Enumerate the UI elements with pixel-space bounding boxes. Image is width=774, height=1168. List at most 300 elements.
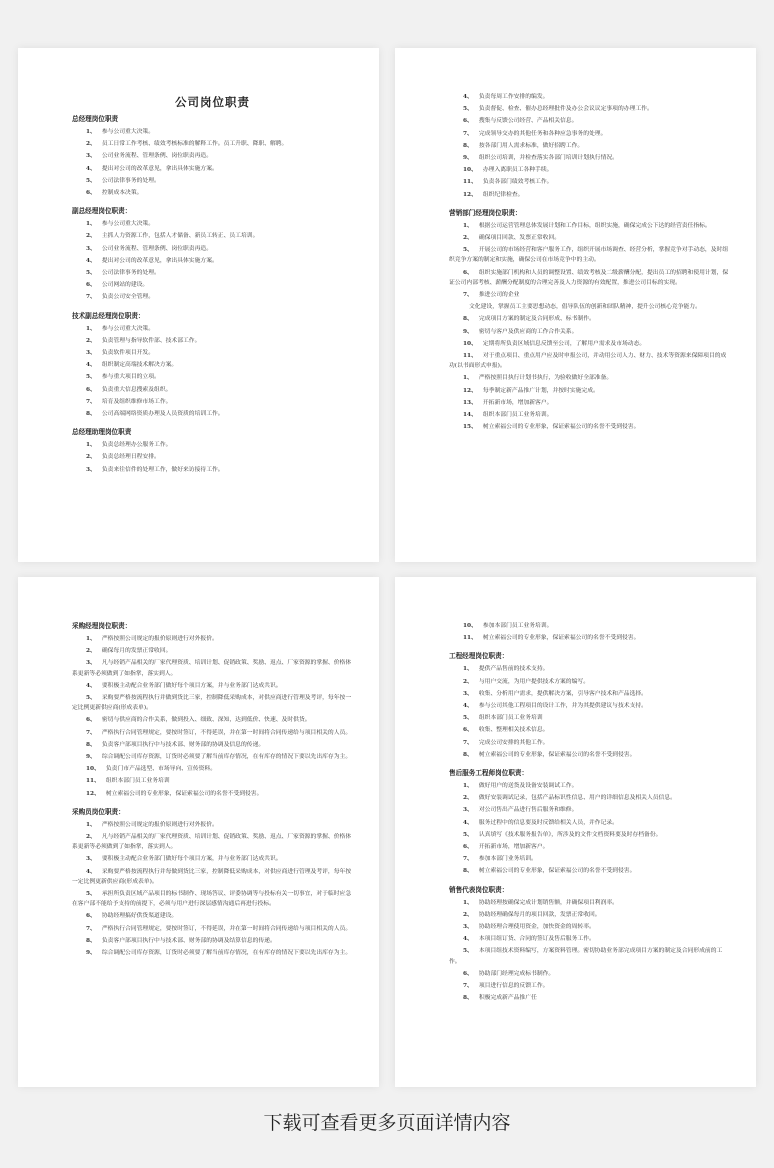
item-number: 11、 [463, 353, 477, 360]
item-text: 公司网站的建设。 [101, 282, 149, 289]
item-text: 完成公司安排的其他工作。 [478, 739, 549, 746]
item-text: 严格执行合同管理规定，要按时签订，不得延误，并在第一时间将合同传递给与项目相关的人员。 [101, 925, 352, 932]
item-number: 6、 [463, 970, 473, 977]
item-text: 树立索福公司的专业形象，保证索福公司的名誉不受到侵害。 [478, 751, 636, 758]
page-4-sections [449, 621, 730, 1003]
item-number: 8、 [463, 995, 473, 1002]
item-text: 严格按照目执行计划书执行，为验收做好全部准备。 [478, 375, 613, 382]
item-text: 负责公司安全管理。 [101, 294, 155, 301]
list-item [449, 981, 730, 991]
list-item [72, 776, 353, 786]
item-number: 5、 [86, 270, 96, 277]
item-number: 1、 [86, 442, 96, 449]
list-item [72, 715, 353, 725]
list-item [72, 911, 353, 921]
item-text: 公司法律事务的处理。 [101, 177, 160, 184]
item-text: 负责来往信件的处理工作，做好来访接待工作。 [101, 466, 224, 473]
item-text: 综合调配公司库存资源，订货时必须要了解当前库存情况，在有库存的情况下要以先出库存为主。 [101, 950, 352, 957]
item-text: 组织本部门员工业务培训。 [482, 412, 553, 419]
item-number: 8、 [463, 316, 473, 323]
list-item [449, 830, 730, 840]
item-number: 3、 [86, 245, 96, 252]
item-number: 6、 [463, 118, 473, 125]
list-item [72, 936, 353, 946]
item-number: 8、 [86, 741, 96, 748]
item-text: 认真填写《技术服务报告单》，所涉及的文件文档资料要及时存档备份。 [478, 831, 662, 838]
item-number: 6、 [463, 269, 473, 276]
list-item [72, 292, 353, 302]
list-item [449, 805, 730, 815]
item-number: 2、 [86, 141, 96, 148]
item-text: 公司业务流程、管理条例、岗位职责再造。 [101, 153, 212, 160]
item-number: 5、 [463, 715, 473, 722]
list-item [449, 621, 730, 631]
item-number: 11、 [463, 179, 477, 186]
list-item [72, 728, 353, 738]
item-text: 每季制定新产品推广计划，并按时实施完成。 [482, 387, 599, 394]
item-number: 4、 [463, 94, 473, 100]
item-number: 4、 [86, 165, 96, 172]
list-item [449, 339, 730, 349]
list-item [449, 898, 730, 908]
list-item [449, 818, 730, 828]
section-heading: 售后服务工程师岗位职责： [449, 769, 529, 778]
item-number: 3、 [463, 807, 473, 814]
list-item [72, 188, 353, 198]
list-item [72, 256, 353, 266]
item-text: 负责总经理办公服务工作。 [101, 442, 172, 449]
item-text: 凡与经销产品相关的厂家代理资质、培训计划、促销政策、奖励、返点、厂家资源的掌握、价格体系更新等必须做到了如指掌，落实到人。 [72, 660, 352, 677]
item-text: 承担所负责区域产品项目的标书制作、现场答议、评委协调等与投标有关一切事宜，对于临时应急在客户部不能给予支持的前提下，必须与用户进行深层感情沟通后再进行投标。 [72, 891, 352, 908]
list-item [449, 290, 730, 300]
list-item [449, 934, 730, 944]
list-item [449, 910, 730, 920]
section-heading: 技术副总经理岗位职责： [72, 311, 145, 320]
item-number: 6、 [86, 282, 96, 289]
list-item [72, 646, 353, 656]
list-item [72, 280, 353, 290]
item-number: 2、 [86, 233, 96, 240]
item-number: 5、 [463, 106, 473, 113]
list-item [449, 664, 730, 674]
item-text: 严格按照公司规定的报价原则进行对外报价。 [101, 821, 218, 828]
item-number: 8、 [463, 868, 473, 875]
item-text: 树立索福公司的专业形象，保证索福公司的名誉不受到侵害。 [482, 424, 640, 431]
item-number: 1、 [463, 899, 473, 906]
list-item [72, 465, 353, 475]
section-heading: 工程经理岗位职责： [449, 652, 509, 661]
list-item [449, 245, 730, 265]
item-text: 组织本部门员工业务培训 [478, 715, 543, 722]
list-item [72, 440, 353, 450]
item-text: 完成领导交办的其他任务和各种应急事务的处理。 [478, 130, 607, 137]
list-item [72, 693, 353, 713]
item-number: 6、 [463, 727, 473, 734]
item-number: 2、 [463, 235, 473, 242]
list-item [72, 268, 353, 278]
item-number: 3、 [86, 856, 96, 863]
list-item [72, 948, 353, 958]
item-text: 树立索福公司的专业形象，保证索福公司的名誉不受到侵害。 [105, 790, 263, 797]
item-number: 2、 [86, 648, 96, 655]
item-text: 参加本部门业务培训。 [478, 856, 537, 863]
item-text: 组织制定高端技术解决方案。 [101, 362, 178, 369]
item-text: 主抓人力资源工作，包括人才储备、新员工转正、员工培训。 [101, 233, 259, 240]
page-3-sections [72, 621, 353, 958]
item-text: 做好用户的送货及设备安装调试工作。 [478, 783, 578, 790]
item-text: 参加本部门员工业务培训。 [482, 623, 553, 629]
item-text: 开展公司的市场经营和客户服务工作，组织开展市场调查、经营分析，掌握竞争对手动态，及时组织竞争方案的制定和实施，确保公司在市场竞争中的主动。 [449, 247, 729, 264]
list-item [72, 127, 353, 137]
item-text: 树立索福公司的专业形象，保证索福公司的名誉不受到侵害。 [482, 635, 640, 642]
item-number: 7、 [463, 983, 473, 990]
page-title: 公司岗位职责 [175, 95, 250, 109]
item-text: 负责各部门绩效考核工作。 [482, 179, 553, 186]
list-item [72, 658, 353, 678]
item-number: 10、 [463, 623, 477, 629]
item-text: 公司法律事务的处理。 [101, 270, 160, 277]
list-item [449, 302, 730, 312]
item-text: 参与公司其他工程项目的设计工作，并为其提供建议与技术支持。 [478, 703, 647, 710]
item-number: 7、 [463, 856, 473, 863]
item-number: 1、 [463, 783, 473, 790]
list-item [449, 842, 730, 852]
list-item [449, 993, 730, 1003]
section-heading: 副总经理岗位职责： [72, 207, 132, 216]
item-text: 服务过程中的信息要及时反馈给相关人员，并作记录。 [478, 819, 618, 826]
item-text: 完成项目方案的制定及合同形成、标书制作。 [478, 316, 595, 323]
list-item [449, 141, 730, 151]
item-text: 组织公司培训，并检查落实各部门培训计划执行情况。 [478, 155, 618, 162]
item-text: 对于重点项目、重点用户应及时申报公司，并动用公司人力、财力、技术等资源来保障项目的成功(以书面形式申报)。 [449, 353, 727, 370]
item-number: 11、 [86, 778, 100, 785]
section-heading: 总经理岗位职责 [72, 115, 119, 123]
list-item [72, 372, 353, 382]
list-item [72, 867, 353, 887]
list-item [72, 452, 353, 462]
item-number: 9、 [86, 950, 96, 957]
item-number: 6、 [86, 913, 96, 920]
item-text: 确保项目回款、发票正常收回。 [478, 235, 561, 242]
item-number: 2、 [86, 834, 96, 841]
item-number: 4、 [86, 362, 96, 369]
item-number: 7、 [86, 294, 96, 301]
list-item [72, 832, 353, 852]
item-text: 负责门市产品选型、市场导向、宣传资料。 [105, 766, 217, 773]
list-item [72, 176, 353, 186]
list-item [449, 116, 730, 126]
item-number: 3、 [463, 690, 473, 697]
list-item [449, 104, 730, 114]
item-number: 9、 [463, 155, 473, 162]
item-number: 15、 [463, 424, 477, 431]
list-item [449, 422, 730, 432]
item-text: 参与公司重大决策。 [101, 129, 155, 135]
list-item [449, 969, 730, 979]
item-number: 1、 [86, 129, 96, 135]
list-item [72, 397, 353, 407]
item-text: 按各部门用人需求标准，做好招聘工作。 [478, 142, 584, 149]
item-text: 负责每周工作安排的编发。 [478, 94, 549, 100]
list-item [72, 924, 353, 934]
list-item [449, 398, 730, 408]
item-number: 1、 [463, 666, 473, 673]
list-item [449, 373, 730, 383]
item-text: 控制成本决策。 [101, 190, 143, 197]
list-item [449, 738, 730, 748]
item-number: 7、 [86, 729, 96, 736]
download-more-caption[interactable]: 下载可查看更多页面详情内容 [263, 1112, 511, 1134]
item-number: 12、 [463, 191, 477, 198]
item-number: 8、 [463, 142, 473, 149]
item-number: 4、 [463, 819, 473, 826]
document-page-4 [395, 577, 756, 1087]
item-number: 11、 [463, 635, 477, 642]
list-item [72, 789, 353, 799]
list-item [72, 219, 353, 229]
item-number: 12、 [463, 387, 477, 394]
item-text: 培育及组织维修市场工作。 [101, 398, 172, 405]
item-number: 3、 [86, 660, 96, 667]
item-number: 13、 [463, 399, 477, 406]
item-number: 6、 [463, 844, 473, 851]
item-number: 6、 [86, 386, 96, 393]
list-item [449, 725, 730, 735]
item-text: 搜集与反馈公司经营、产品相关信息。 [478, 118, 578, 125]
list-item [449, 177, 730, 187]
list-item [72, 752, 353, 762]
item-text: 协助经理确保每月的项目回款，发票正常收回。 [478, 911, 601, 918]
item-number: 7、 [86, 925, 96, 932]
list-item [449, 689, 730, 699]
item-number: 8、 [86, 411, 96, 418]
list-item [449, 386, 730, 396]
item-number: 10、 [463, 340, 477, 347]
item-number: 4、 [463, 936, 473, 943]
item-text: 要积极主动配合业务部门做好每个项目方案，并与业务部门达成共识。 [101, 856, 282, 863]
list-item [72, 854, 353, 864]
item-number: 5、 [86, 374, 96, 381]
document-page-3 [18, 577, 379, 1087]
item-text: 提出对公司的改革意见，拿出具体实施方案。 [101, 257, 218, 264]
item-number: 5、 [86, 177, 96, 184]
item-number: 7、 [463, 292, 473, 299]
document-page-1 [18, 48, 379, 562]
item-number: 4、 [463, 703, 473, 710]
item-text: 树立索福公司的专业形象，保证索福公司的名誉不受到侵害。 [478, 868, 636, 875]
item-number: 2、 [463, 911, 473, 918]
item-number: 12、 [86, 790, 100, 797]
list-item [72, 681, 353, 691]
list-item [72, 820, 353, 830]
list-item [449, 410, 730, 420]
list-item [449, 701, 730, 711]
item-text: 协助经理合理使用资金，加快资金的周转率。 [478, 924, 595, 931]
list-item [72, 634, 353, 644]
list-item [72, 244, 353, 254]
item-number: 5、 [86, 695, 96, 702]
item-text: 公司高端网络资质办理及人员资质的培训工作。 [101, 411, 224, 418]
item-number: 8、 [86, 937, 96, 944]
section-heading: 采购员岗位职责： [72, 807, 125, 816]
list-item [72, 409, 353, 419]
item-text: 做好安装调试记录，包括产品标识性信息、用户的详细信息及相关人员信息。 [478, 795, 676, 802]
item-text: 协助部门经理完成标书制作。 [478, 970, 555, 977]
item-text: 组织实施部门机构和人员的调整设置、绩效考核及二级薪酬分配，提出员工的招聘和使用计划，保证公司内部考核、薪酬分配制度的合理完善及人力资源的有效配置，推进公司目标的实现。 [449, 269, 729, 286]
page-2-sections [449, 92, 730, 432]
item-number: 1、 [463, 222, 473, 229]
item-text: 采购要严格按流程执行并每做到货比三家，控制降低采购成本，对供应商进行管理及考评，每年按一定比例更新供应商(形成表单)。 [72, 868, 352, 885]
item-text: 采购要严格按流程执行并做到货比三家，控制降低采购成本，对供应商进行管理及考评，每年按一定比例更新供应商(形成表单)。 [72, 695, 352, 712]
item-text: 负责客户部项目执行中与技术部、财务部的协调及信息的传递。 [101, 741, 265, 748]
item-text: 与用户交流，为用户提供技术方案的编写。 [478, 678, 589, 685]
item-text: 综合调配公司库存资源，订货时必须要了解当前库存情况，在有库存的情况下要以先出库存为主。 [101, 754, 352, 761]
item-number: 7、 [463, 130, 473, 137]
list-item [449, 351, 730, 371]
item-text: 项目进行信息的反馈工作。 [478, 983, 549, 990]
item-number: 4、 [86, 682, 96, 689]
item-number: 9、 [86, 754, 96, 761]
item-text: 公司业务流程、管理条例、岗位职责再造。 [101, 245, 212, 252]
list-item [449, 633, 730, 643]
item-number: 5、 [463, 948, 473, 955]
item-text: 凡与经销产品相关的厂家代理资质、培训计划、促销政策、奖励、返点、厂家资源的掌握、价格体系更新等必须做到了如指掌，落实到人。 [72, 834, 352, 851]
item-number: 5、 [463, 831, 473, 838]
item-number: 10、 [463, 167, 477, 174]
item-text: 对公司售出产品进行售后服务和维修。 [478, 807, 578, 814]
item-text: 确保每月的发票正常收回。 [101, 648, 172, 655]
list-item [72, 231, 353, 241]
list-item [449, 750, 730, 760]
item-number: 1、 [463, 375, 473, 382]
document-page-2 [395, 48, 756, 562]
item-text: 密切与供应商的合作关系，做到投入、细致、深知，达到低价、快速、及时供货。 [101, 717, 311, 724]
item-text: 开拓新市场，增加新客户。 [482, 399, 553, 406]
list-item [449, 922, 730, 932]
item-number: 1、 [86, 636, 96, 642]
section-heading: 销售代表岗位职责： [449, 885, 509, 894]
list-item [449, 677, 730, 687]
item-text: 负责督促、检查、催办总经理批件及办公会议议定事项的办理工作。 [478, 106, 653, 113]
list-item [449, 781, 730, 791]
list-item [449, 793, 730, 803]
list-item [72, 740, 353, 750]
item-number: 2、 [463, 795, 473, 802]
item-number: 6、 [86, 190, 96, 197]
list-item [449, 713, 730, 723]
item-text: 推进公司的企业 [478, 292, 520, 299]
item-number: 1、 [86, 821, 96, 828]
list-item [449, 233, 730, 243]
list-item [449, 866, 730, 876]
list-item [449, 946, 730, 966]
list-item [449, 314, 730, 324]
item-number: 5、 [463, 247, 473, 254]
item-number: 2、 [463, 678, 473, 685]
list-item [449, 327, 730, 337]
list-item [449, 190, 730, 200]
item-number: 3、 [463, 924, 473, 931]
list-item [449, 92, 730, 102]
item-text: 密切与客户及供应商的工作合作关系。 [478, 328, 578, 335]
item-number: 6、 [86, 717, 96, 724]
list-item [72, 139, 353, 149]
item-text: 要积极主动配合业务部门做好每个项目方案，并与业务部门达成共识。 [101, 682, 282, 689]
item-number: 2、 [86, 454, 96, 461]
item-text: 办理入离职员工各种手续。 [482, 167, 553, 174]
item-text: 本项目组订货、合同的签订及售后服务工作。 [478, 936, 595, 943]
item-number: 3、 [86, 153, 96, 160]
item-number: 3、 [86, 466, 96, 473]
item-text: 严格执行合同管理规定，要按时签订，不得延误，并在第一时间将合同传递给与项目相关的人员。 [101, 729, 352, 736]
item-text: 积极完成新产品推广任 [478, 995, 537, 1002]
item-text: 参与公司重大决策。 [101, 325, 155, 332]
item-number: 5、 [86, 891, 96, 898]
item-number: 9、 [463, 328, 473, 335]
item-text: 开拓新市场，增加新客户。 [478, 844, 549, 851]
item-text: 负责管理与指导软件部、技术部工作。 [101, 337, 201, 344]
list-item [72, 151, 353, 161]
list-item [449, 129, 730, 139]
item-text: 根据公司运营管理总体发展计划和工作目标，组织实施，确保完成公下达的经营责任指标。 [478, 222, 711, 229]
item-number: 7、 [86, 398, 96, 405]
item-text: 协助经理按确保完成计划销售额，并确保项目利润率。 [478, 899, 618, 906]
item-number: 10、 [86, 766, 100, 773]
item-text: 文化建设，掌握员工主要思想动态，倡导队伍的创新和团队精神，提升公司核心竞争能力。 [469, 304, 701, 311]
item-number: 7、 [463, 739, 473, 746]
item-number: 8、 [463, 751, 473, 758]
item-number: 4、 [86, 257, 96, 264]
item-text: 收集、分析用户需求，提供解决方案，引导客户技术和产品选择。 [478, 690, 647, 697]
list-item [72, 164, 353, 174]
list-item [72, 385, 353, 395]
item-number: 2、 [86, 337, 96, 344]
list-item [72, 336, 353, 346]
item-number: 4、 [86, 868, 96, 875]
item-text: 参与公司重大决策。 [101, 221, 155, 228]
list-item [72, 889, 353, 909]
item-text: 员工日常工作考核、绩效考核标准的解释工作。员工升职、降职、解聘。 [101, 141, 288, 148]
item-text: 提出对公司的改革意见，拿出具体实施方案。 [101, 165, 218, 172]
item-text: 定期将所负责区域信息反馈至公司，了解用户需求及市场动态。 [482, 340, 646, 347]
section-heading: 总经理助理岗位职责 [72, 428, 132, 437]
item-text: 参与重大项目的立项。 [101, 374, 160, 381]
item-text: 协助经理搞好供货渠道建设。 [101, 913, 178, 920]
page-1-sections [72, 114, 353, 475]
list-item [449, 221, 730, 231]
item-number: 3、 [86, 350, 96, 357]
list-item [449, 153, 730, 163]
list-item [72, 348, 353, 358]
section-heading: 营销部门经理岗位职责： [449, 208, 522, 217]
item-text: 负责重大信息搜索及组织。 [101, 386, 172, 393]
item-text: 组织本部门员工业务培训 [105, 778, 170, 785]
list-item [72, 324, 353, 334]
section-heading: 采购经理岗位职责： [72, 622, 132, 630]
item-number: 14、 [463, 412, 477, 419]
list-item [72, 360, 353, 370]
list-item [72, 764, 353, 774]
list-item [449, 854, 730, 864]
item-text: 组织纪律检查。 [482, 191, 524, 198]
item-text: 提供产品售前的技术支持。 [478, 666, 549, 673]
item-text: 负责总经理日程安排。 [101, 454, 160, 461]
item-text: 收集、整理相关技术信息。 [478, 727, 549, 734]
item-number: 1、 [86, 325, 96, 332]
list-item [449, 165, 730, 175]
item-text: 严格按照公司规定的报价原则进行对外报价。 [101, 636, 218, 642]
item-text: 本项目组技术资料编写，方案资料管理。密切协助业务部完成项目方案的制定及合同形成前的工作。 [449, 948, 723, 965]
